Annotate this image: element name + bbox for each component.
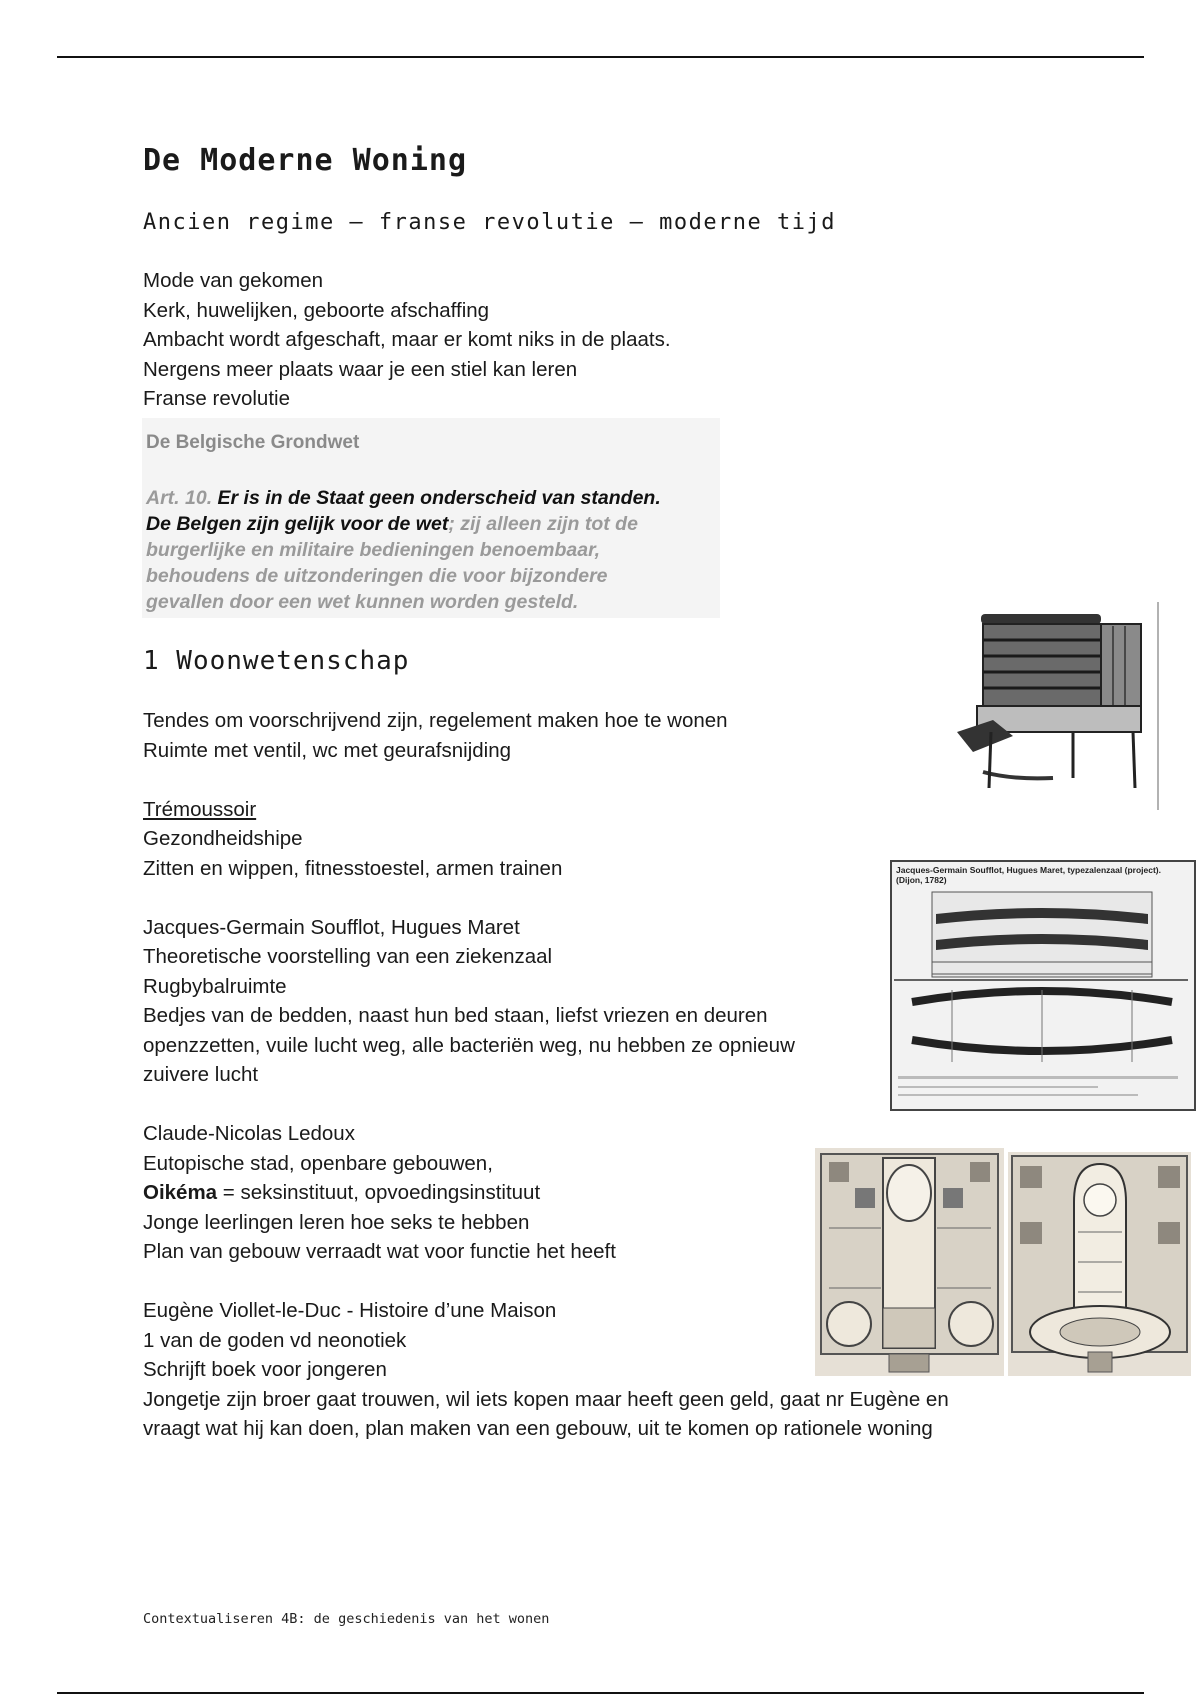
soufflot-hospital-illustration (890, 860, 1196, 1111)
page-subtitle: Ancien regime – franse revolutie – moderne tijd (143, 210, 837, 235)
body-line: Rugbybalruimte (143, 974, 287, 998)
article-rest-4: gevallen door een wet kunnen worden gesteld. (146, 591, 579, 613)
body-line: zuivere lucht (143, 1063, 259, 1086)
oikema-term: Oikéma (143, 1181, 218, 1204)
constitution-heading: De Belgische Grondwet (146, 432, 360, 453)
caption-line: (Dijon, 1782) (896, 875, 947, 885)
caption-line: Jacques-Germain Soufflot, Hugues Maret, typezalenzaal (project). (896, 865, 1161, 875)
body-line: Zitten en wippen, fitnesstoestel, armen trainen (143, 856, 563, 880)
article-rest-2: burgerlijke en militaire bedieningen benoembaar, (146, 539, 601, 561)
article-rest-3: behoudens de uitzonderingen die voor bijzondere (146, 565, 608, 587)
body-line: Jacques-Germain Soufflot, Hugues Maret (143, 915, 520, 939)
intro-line: Kerk, huwelijken, geboorte afschaffing (143, 298, 490, 322)
body-line: vraagt wat hij kan doen, plan maken van een gebouw, uit te komen op rationele woning (143, 1417, 933, 1440)
oikema-definition: = seksinstituut, opvoedingsinstituut (217, 1181, 541, 1204)
body-line: 1 van de goden vd neonotiek (143, 1328, 407, 1352)
body-line: Bedjes van de bedden, naast hun bed staan, liefst vriezen en deuren (143, 1004, 768, 1027)
constitution-quote-image (142, 418, 720, 618)
article-bold-2: De Belgen zijn gelijk voor de wet (146, 513, 449, 535)
section-heading: 1 Woonwetenschap (143, 646, 410, 676)
body-line: Theoretische voorstelling van een ziekenzaal (143, 945, 553, 968)
header-rule (57, 56, 1144, 58)
body-line: openzzetten, vuile lucht weg, alle bacteriën weg, nu hebben ze opnieuw (143, 1033, 795, 1057)
figure-caption (896, 865, 1161, 885)
article-rest-1: ; zij alleen zijn tot de (448, 513, 638, 535)
intro-line: Ambacht wordt afgeschaft, maar er komt niks in de plaats. (143, 328, 671, 351)
body-line: Tendes om voorschrijvend zijn, regelement maken hoe te wonen (143, 709, 728, 732)
intro-line: Franse revolutie (143, 387, 290, 410)
footer-rule (57, 1692, 1144, 1694)
constitution-article (146, 485, 661, 615)
body-line: Schrijft boek voor jongeren (143, 1358, 387, 1381)
intro-line: Nergens meer plaats waar je een stiel kan leren (143, 357, 578, 381)
body-line: Eugène Viollet-le-Duc - Histoire d’une Maison (143, 1299, 557, 1322)
body-line: Gezondheidshipe (143, 827, 303, 850)
page-title: De Moderne Woning (143, 143, 468, 178)
ledoux-plan-illustration (815, 1148, 1004, 1376)
body-line: Claude-Nicolas Ledoux (143, 1122, 355, 1145)
article-bold-1: Er is in de Staat geen onderscheid van standen. (217, 487, 661, 509)
intro-line: Mode van gekomen (143, 269, 324, 292)
ledoux-plan-illustration (1008, 1152, 1191, 1376)
article-label: Art. 10. (146, 487, 213, 509)
body-line: Jonge leerlingen leren hoe seks te hebben (143, 1210, 530, 1234)
intro-paragraph (143, 266, 671, 414)
tremoussoir-illustration (953, 602, 1160, 810)
page-footer: Contextualiseren 4B: de geschiedenis van het wonen (143, 1611, 550, 1627)
body-line: Eutopische stad, openbare gebouwen, (143, 1151, 493, 1175)
body-line: Ruimte met ventil, wc met geurafsnijding (143, 738, 512, 762)
tremoussoir-heading: Trémoussoir (143, 797, 257, 821)
body-line: Jongetje zijn broer gaat trouwen, wil iets kopen maar heeft geen geld, gaat nr Eugène en (143, 1387, 949, 1411)
body-line: Plan van gebouw verraadt wat voor functie het heeft (143, 1240, 616, 1263)
